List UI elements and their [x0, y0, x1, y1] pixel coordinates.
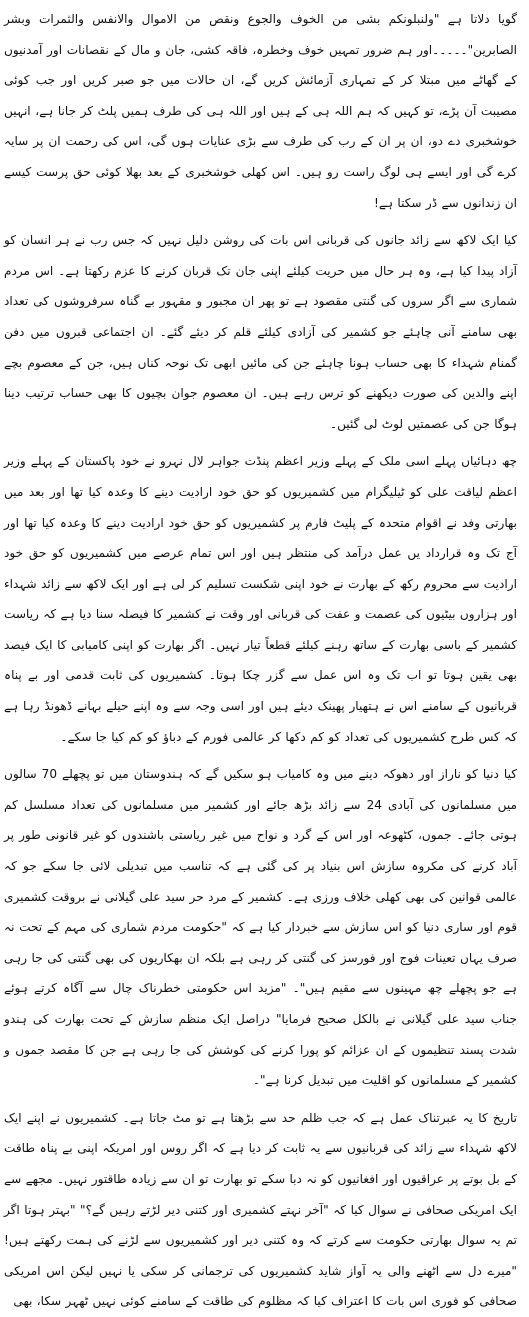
- article-paragraph-4: کیا دنیا کو ناراز اور دھوکہ دینے میں وہ کامیاب ہو سکیں گے کہ ہندوستان میں تو پچھلے 70 سالوں میں مسلمانوں کی آبادی 24 سے زائد بڑھ جائے اور کشمیر میں مسلمانوں کی تعداد مسلسل کم ہوتی جائے۔ جموں، کٹھوعہ اور اس کے گرد و نواح میں غیر ریاستی باشندوں کو غیر قانونی طور پر آباد کرنے کی مکروہ سازش اس بنیاد پر کی گئی ہے کہ تناسب میں تبدیلی لائی جا سکے جو کہ عالمی قوانین کی بھی کھلی خلاف ورزی ہے۔ کشمیر کے مرد حر سید علی گیلانی نے بروقت کشمیری قوم اور ساری دنیا کو اس سازش سے خبردار کیا ہے کہ "حکومت مردم شماری کی مہم کے تحت نہ صرف یہاں تعینات فوج اور فورسز کی گنتی کر رہی ہے بلکہ ان بھکاریوں کی بھی گنتی کی جا رہی ہے جو پچھلے چھ مہینوں سے مقیم ہیں"۔ "مزید اس حکومتی خطرناک چال سے آگاہ کرتے ہوئے جناب سید علی گیلانی نے بالکل صحیح فرمایا" دراصل ایک منظم سازش کے تحت بھارت کی ہندو شدت پسند تنظیموں کے ان عزائم کو پورا کرنے کی کوشش کی جا رہی ہے جن کا مقصد جموں و کشمیر کے مسلمانوں کو اقلیت میں تبدیل کرنا ہے"۔: [4, 767, 517, 1088]
- article-paragraph-1: گویا دلاتا ہے "ولنبلونکم بشی من الخوف والجوع ونقص من الاموال والانفس والثمرات وبشر الصابرین"۔۔۔۔۔اور ہم ضرور تمہیں خوف وخطرہ، فاقہ کشی، جان و مال کے نقصانات اور آمدنیوں کے گھاٹے میں مبتلا کر کے تمہاری آزمائش کریں گے، ان حالات میں جو صبر کریں اور جب کوئی مصیبت آن پڑے، تو کہیں کہ ہم اللہ ہی کے ہیں اور اللہ ہی کی طرف ہمیں پلٹ کر جانا ہے، انہیں خوشخبری دے دو، ان پر ان کے رب کی طرف سے بڑی عنایات ہوں گی، اس کی رحمت ان پر سایہ کرے گی اور ایسے ہی لوگ راست رو ہیں۔ اس کھلی خوشخبری کے بعد بھلا کوئی حق پرست کیسے ان زندانوں سے ڈر سکتا ہے!: [4, 12, 517, 210]
- article-paragraph-3: چھ دہائیاں پہلے اسی ملک کے پہلے وزیر اعظم پنڈت جواہر لال نہرو نے خود پاکستان کے پہلے وزیر اعظم لیاقت علی کو ٹیلیگرام میں کشمیریوں کو حق خود ارادیت دینے کا وعدہ کیا تھا اور بعد میں بھارتی وفد نے اقوام متحدہ کے پلیٹ فارم پر کشمیریوں کو حق خود ارادیت دینے کا وعدہ کیا تھا اور آج تک وہ قرارداد یں عمل درآمد کی منتظر ہیں اور اس تمام عرصے میں کشمیریوں کو حق خود ارادیت سے محروم رکھ کے بھارت نے خود اپنی شکست تسلیم کر لی ہے اور ایک لاکھ سے زائد شہداء اور ہزاروں بیٹیوں کی عصمت و عفت کی قربانی اور وقت نے کشمیر کا فیصلہ سنا دیا ہے کہ ریاست کشمیر کے باسی بھارت کے ساتھ رہنے کیلئے قطعاً تیار نہیں۔ اگر بھارت کو اپنی کامیابی کا ایک فیصد بھی یقین ہوتا تو اب تک وہ اس عمل سے گزر چکا ہوتا۔ کشمیریوں کی ثابت قدمی اور بے پناہ قربانیوں کے سامنے اس نے ہتھیار پھینک دیئے ہیں اور اسی وجہ سے وہ اپنے حیلے بہانے ڈھونڈ رہا ہے کہ کس طرح کشمیریوں کی تعداد کو کم دکھا کر عالمی فورم کے دباؤ کو کم کیا جا سکے۔: [4, 454, 517, 744]
- article-paragraph-5: تاریخ کا یہ عبرتناک عمل ہے کہ جب ظلم حد سے بڑھتا ہے تو مٹ جاتا ہے۔ کشمیریوں نے اپنے ایک لاکھ شہداء سے زائد کی قربانیوں سے یہ ثابت کر دیا ہے کہ اگر روس اور امریکہ اپنی بے پناہ طاقت کے بل بوتے پر عراقیوں اور افغانیوں کو نہ دبا سکے تو بھارت تو ان سے زیادہ طاقتور نہیں۔ مجھے سے ایک امریکی صحافی نے سوال کیا کہ "آخر نہتے کشمیری اور کتنی دیر لڑتے رہیں گے؟" "بہتر ہوتا اگر تم یہ سوال بھارتی حکومت سے کرتے کہ وہ کتنی دیر اور کشمیریوں سے لڑنے کی ہمت رکھتے ہیں! "میرے دل سے اٹھنے والی یہ آواز شاید کشمیریوں کی ترجمانی کر سکی یا نہیں لیکن اس امریکی صحافی کو فوری اس بات کا اعتراف کیا کہ مظلوم کی طاقت کے سامنے کوئی نہیں ٹھہر سکا، بھی: [4, 1110, 517, 1309]
- article-paragraph-2: کیا ایک لاکھ سے زائد جانوں کی قربانی اس بات کی روشن دلیل نہیں کہ جس رب نے ہر انسان کو آزاد پیدا کیا ہے، وہ ہر حال میں حریت کیلئے اپنی جان تک قربان کرنے کا عزم رکھتا ہے۔ اس مردم شماری سے اگر سروں کی گنتی مقصود ہے تو پھر ان مجبور و مقہور بے گناہ سرفروشوں کی تعداد بھی سامنے آنی چاہئے جو کشمیر کی آزادی کیلئے قلم کر دیئے گئے۔ ان اجتماعی قبروں میں دفن گمنام شہداء کا بھی حساب ہونا چاہئے جن کی مائیں ابھی تک نوحہ کناں ہیں، جن کے معصوم بچے اپنے والدین کی صورت دیکھنے کو ترس رہے ہیں۔ ان معصوم جوان بچیوں کا بھی حساب ترتیب دینا ہوگا جن کی عصمتیں لوٹ لی گئیں۔: [4, 233, 517, 431]
